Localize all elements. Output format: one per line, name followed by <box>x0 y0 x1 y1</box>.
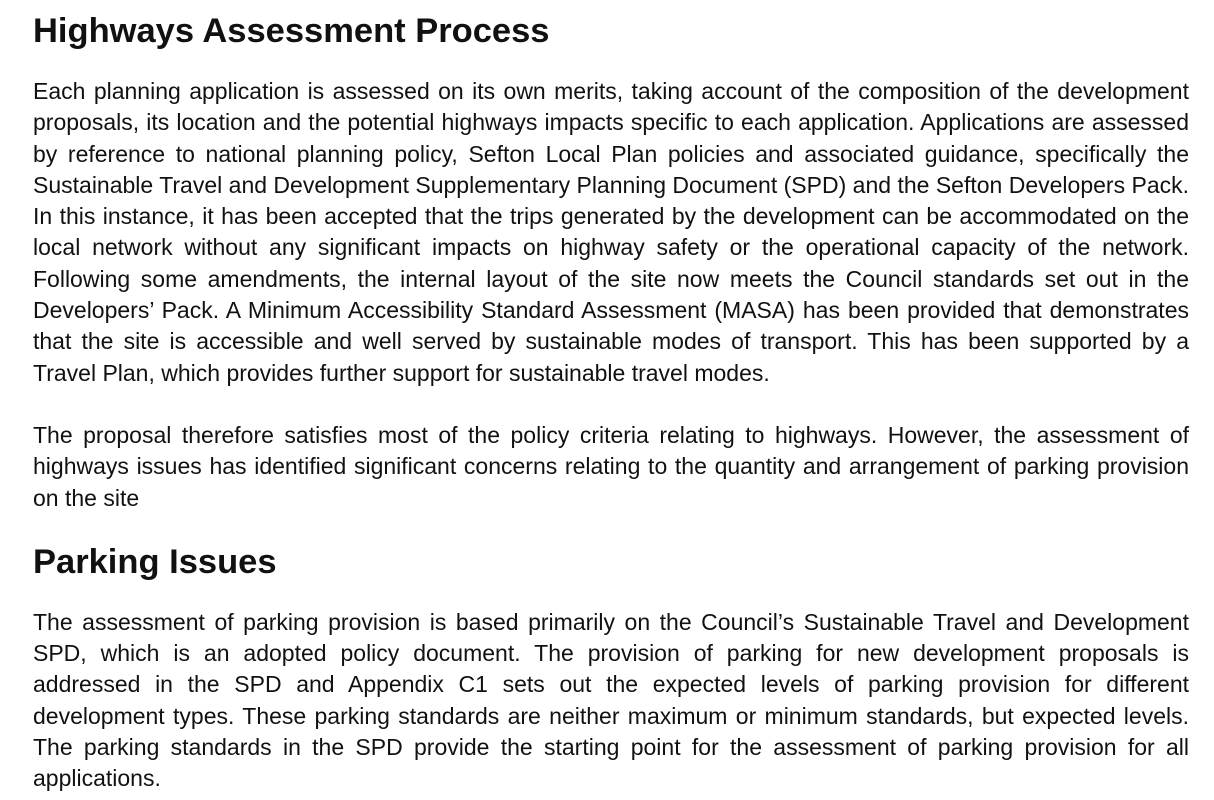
spacer <box>33 514 1189 545</box>
document <box>33 14 1189 795</box>
paragraph-highways-assessment: Each planning application is assessed on its own merits, taking account of the composition of the development proposals, its location and the potential highways impacts specific to each application. Applications are assessed by reference to national planning policy, Sefton Local Plan policies and associated guidance, specifically the Sustainable Travel and Development Supplementary Planning Document (SPD) and the Sefton Developers Pack. In this instance, it has been accepted that the trips generated by the development can be accommodated on the local network without any significant impacts on highway safety or the operational capacity of the network. Following some amendments, the internal layout of the site now meets the Council standards set out in the Developers’ Pack. A Minimum Accessibility Standard Assessment (MASA) has been provided that demonstrates that the site is accessible and well served by sustainable modes of transport. This has been supported by a Travel Plan, which provides further support for sustainable travel modes. <box>33 78 1189 386</box>
paragraph-parking-assessment: The assessment of parking provision is based primarily on the Council’s Sustainable Travel and Development SPD, which is an adopted policy document. The provision of parking for new development proposals is addressed in the SPD and Appendix C1 sets out the expected levels of parking provision for different development types. These parking standards are neither maximum or minimum standards, but expected levels. The parking standards in the SPD provide the starting point for the assessment of parking provision for all applications. <box>33 608 1189 792</box>
section-heading-parking: Parking Issues <box>33 542 277 581</box>
paragraph-highways-conclusion: The proposal therefore satisfies most of the policy criteria relating to highways. However, the assessment of highways issues has identified significant concerns relating to the quantity and arrangement of parking provision on the site <box>33 421 1189 511</box>
section-heading-highways: Highways Assessment Process <box>33 12 550 50</box>
spacer <box>33 49 1189 76</box>
spacer <box>33 580 1189 607</box>
spacer <box>33 389 1189 420</box>
